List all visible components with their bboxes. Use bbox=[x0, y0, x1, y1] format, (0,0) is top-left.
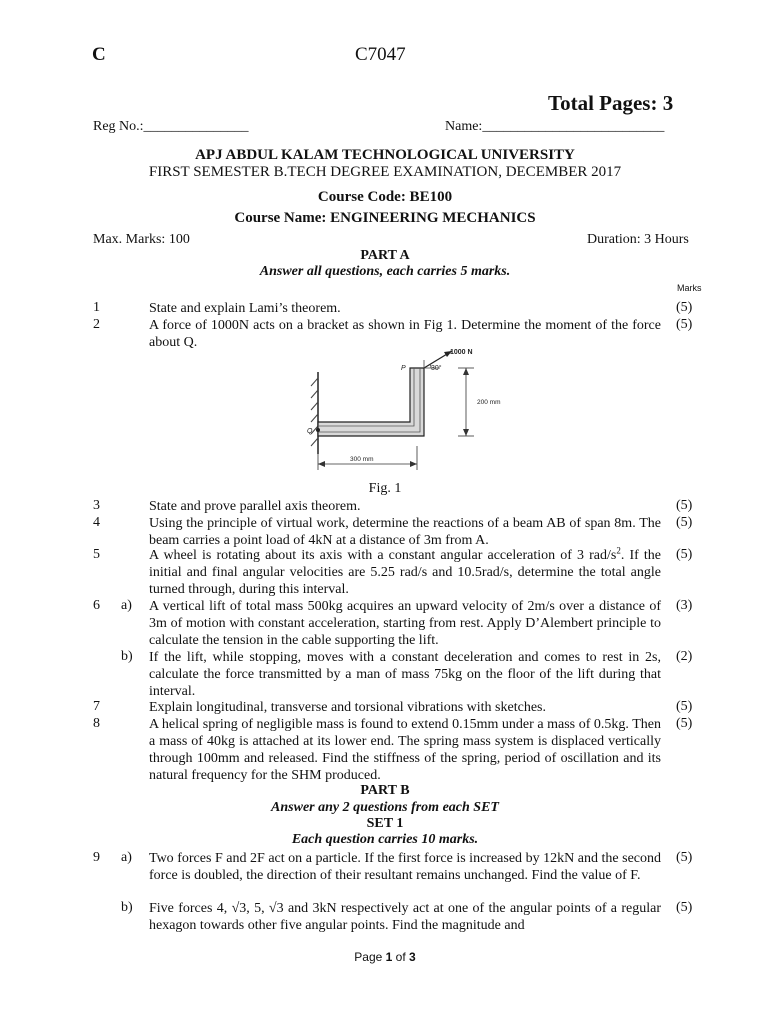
series-code: C bbox=[92, 44, 106, 65]
sub-question-label: a) bbox=[121, 850, 132, 865]
exam-title: FIRST SEMESTER B.TECH DEGREE EXAMINATION, DECEMBER 2017 bbox=[148, 164, 622, 180]
page-number: 1 bbox=[385, 950, 393, 964]
force-label: 1000 N bbox=[450, 349, 473, 356]
marks-label: Marks bbox=[677, 283, 702, 293]
question-number: 3 bbox=[93, 498, 100, 513]
question-text: Five forces 4, √3, 5, √3 and 3kN respectively act at one of the angular points of a regular hexagon towards other five angular points. Find the magnitude and bbox=[149, 901, 661, 933]
course-name: Course Name: ENGINEERING MECHANICS bbox=[234, 210, 536, 226]
page-total: 3 bbox=[409, 950, 416, 964]
question-marks: (5) bbox=[676, 850, 693, 865]
question-text: State and explain Lami’s theorem. bbox=[149, 301, 341, 316]
reg-no-field: Reg No.:_______________ bbox=[93, 119, 249, 134]
figure-caption: Fig. 1 bbox=[368, 481, 402, 496]
part-a-title: PART A bbox=[360, 248, 410, 263]
height-dimension-label: 200 mm bbox=[477, 399, 501, 406]
part-a-instruction: Answer all questions, each carries 5 marks. bbox=[259, 264, 511, 279]
set-instruction: Each question carries 10 marks. bbox=[291, 832, 479, 847]
university-name: APJ ABDUL KALAM TECHNOLOGICAL UNIVERSITY bbox=[195, 147, 575, 163]
point-p-label: P bbox=[401, 365, 406, 372]
question-text: A wheel is rotating about its axis with a constant angular acceleration of 3 rad/$s^2$. If the initial and final angular velocities are 5.25 rad/s and 10.5rad/s, determine the total angle turned through, during this interval. bbox=[149, 545, 661, 597]
part-b-instruction: Answer any 2 questions from each SET bbox=[271, 800, 499, 815]
total-pages: Total Pages: 3 bbox=[548, 91, 674, 115]
question-number: 7 bbox=[93, 699, 100, 714]
question-marks: (5) bbox=[676, 547, 693, 562]
question-text: Explain longitudinal, transverse and torsional vibrations with sketches. bbox=[149, 700, 546, 715]
question-number: 2 bbox=[93, 317, 100, 332]
name-field: Name:__________________________ bbox=[445, 119, 665, 134]
width-dimension-label: 300 mm bbox=[350, 456, 374, 463]
question-number: 4 bbox=[93, 515, 100, 530]
question-number: 6 bbox=[93, 598, 100, 613]
question-marks: (5) bbox=[676, 300, 693, 315]
question-text: A force of 1000N acts on a bracket as shown in Fig 1. Determine the moment of the force about Q. bbox=[149, 318, 661, 350]
sub-question-label: b) bbox=[121, 649, 133, 664]
question-number: 8 bbox=[93, 716, 100, 731]
question-text: A vertical lift of total mass 500kg acquires an upward velocity of 2m/s over a distance of 3m of motion with constant acceleration, starting from rest. Apply D’Alembert principle to calculate the tension in the cable supporting the lift. bbox=[149, 599, 661, 648]
question-text: A helical spring of negligible mass is found to extend 0.15mm under a mass of 0.5kg. Then a mass of 40kg is attached at its lower end. The spring mass system is displaced vertically through 100mm and released. Find the stiffness of the spring, period of oscillation and its natural frequency for the SHM produced. bbox=[149, 717, 661, 783]
set-title: SET 1 bbox=[366, 816, 404, 831]
sub-question-label: b) bbox=[121, 900, 133, 915]
bracket-figure bbox=[300, 342, 510, 482]
paper-code: C7047 bbox=[355, 44, 406, 65]
question-number: 9 bbox=[93, 850, 100, 865]
part-b-title: PART B bbox=[360, 783, 410, 798]
question-marks: (5) bbox=[676, 498, 693, 513]
question-marks: (5) bbox=[676, 900, 693, 915]
question-text: State and prove parallel axis theorem. bbox=[149, 499, 361, 514]
sub-question-label: a) bbox=[121, 598, 132, 613]
question-marks: (5) bbox=[676, 515, 693, 530]
question-text: If the lift, while stopping, moves with a constant deceleration and comes to rest in 2s, calculate the force transmitted by a man of mass 75kg on the floor of the lift during that interval. bbox=[149, 650, 661, 699]
question-marks: (3) bbox=[676, 598, 693, 613]
question-marks: (5) bbox=[676, 317, 693, 332]
question-marks: (2) bbox=[676, 649, 693, 664]
course-code: Course Code: BE100 bbox=[317, 189, 453, 205]
question-text: Two forces F and 2F act on a particle. If the first force is increased by 12kN and the second force is doubled, the direction of their resultant remains unchanged. Find the value of F. bbox=[149, 851, 661, 883]
question-number: 5 bbox=[93, 547, 100, 562]
superscript: 2 bbox=[616, 545, 621, 556]
question-text: Using the principle of virtual work, determine the reactions of a beam AB of span 8m. The beam carries a point load of 4kN at a distance of 3m from A. bbox=[149, 516, 661, 548]
question-number: 1 bbox=[93, 300, 100, 315]
duration: Duration: 3 Hours bbox=[587, 232, 689, 247]
question-marks: (5) bbox=[676, 716, 693, 731]
angle-label: 30° bbox=[431, 365, 442, 372]
point-q-label: Q bbox=[307, 428, 313, 435]
wall-hatching bbox=[311, 378, 318, 446]
page-footer: Page 1 of 3 bbox=[354, 950, 416, 964]
point-q-marker bbox=[316, 428, 320, 432]
max-marks: Max. Marks: 100 bbox=[93, 232, 190, 247]
question-marks: (5) bbox=[676, 699, 693, 714]
